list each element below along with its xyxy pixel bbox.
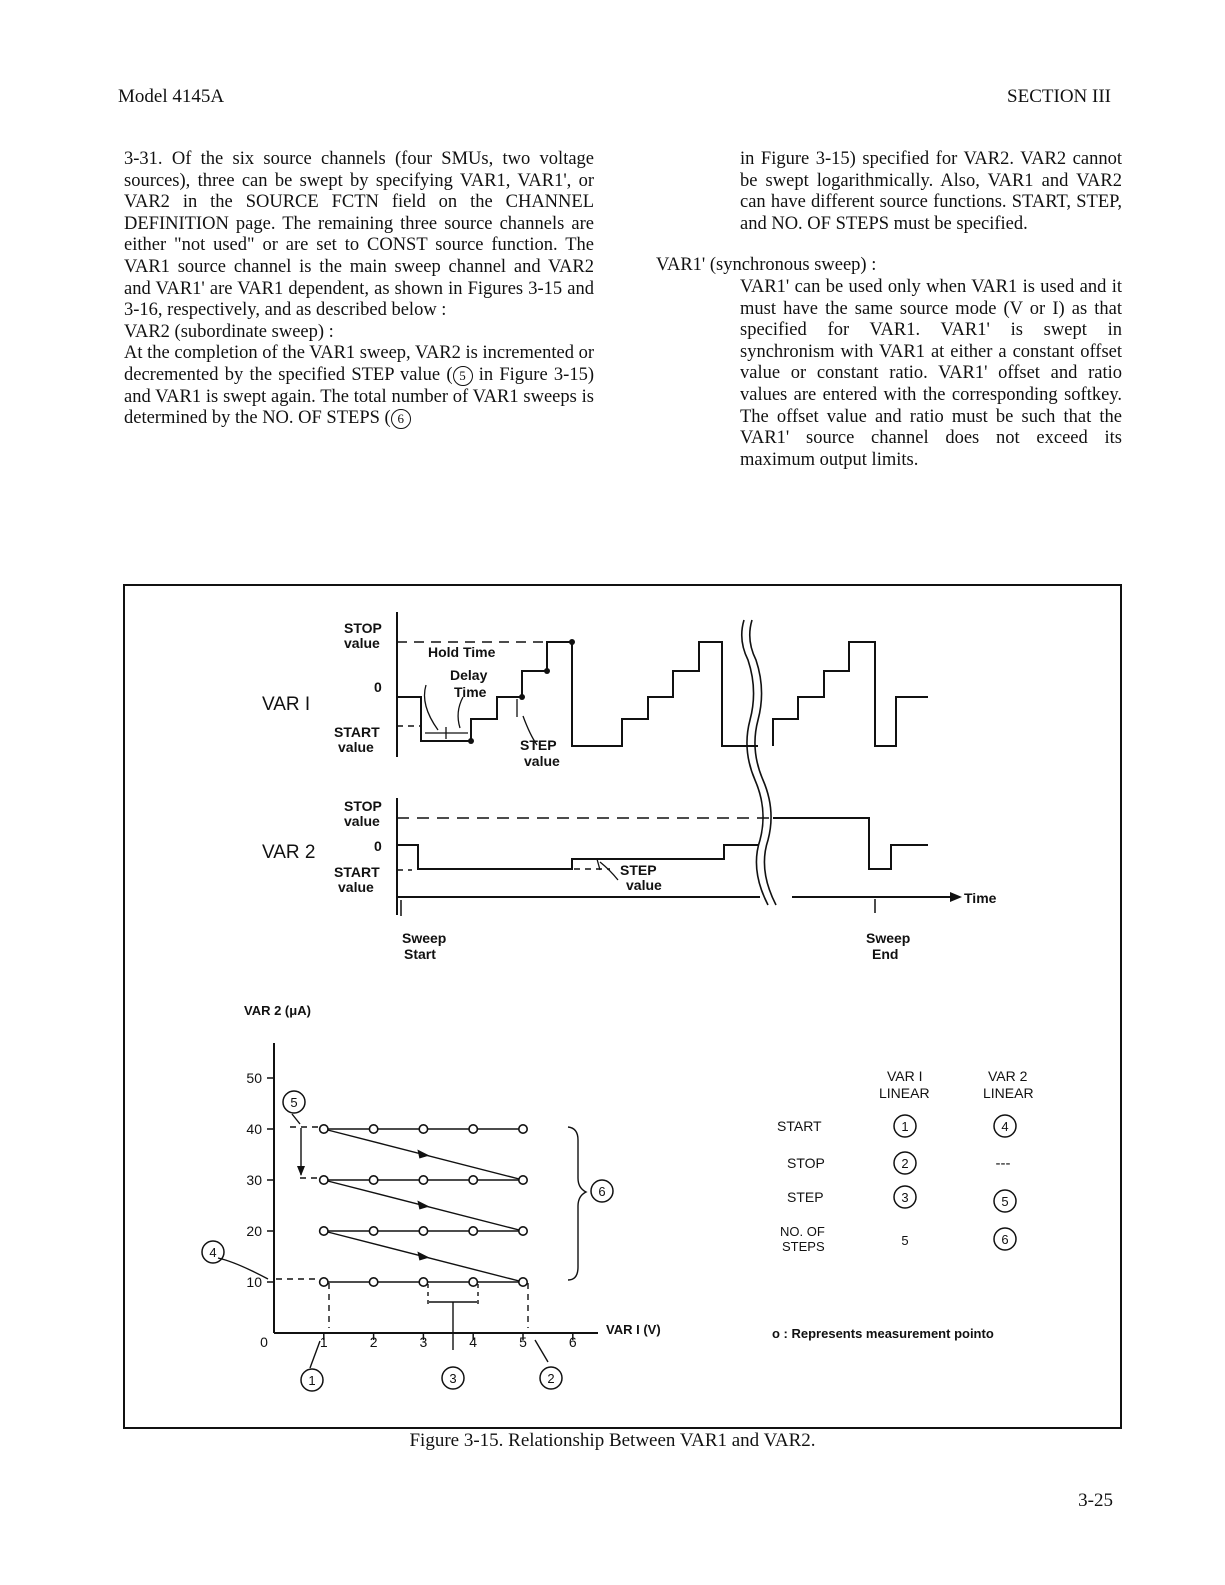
table-row-start-label: START [777,1118,822,1134]
table-v2-step: 5 [1001,1194,1009,1209]
measurement-point [469,1125,477,1133]
measurement-point [519,1125,527,1133]
var2-body-a: At the completion of the VAR1 sweep, VAR2 is incremented or decremented by the specified STEP value ( [124,343,594,385]
var2-stop-line1: STOP [344,798,382,814]
header-model: Model 4145A [118,86,225,107]
var2-step-leader [600,862,618,880]
measurement-point [419,1227,427,1235]
sweep-end-line2: End [872,946,899,962]
x-tick-label: 0 [260,1334,268,1350]
measurement-point [419,1125,427,1133]
step-dot [544,668,550,674]
step-dot [569,639,575,645]
measurement-point [519,1176,527,1184]
plot-num-5: 5 [290,1095,298,1110]
table-legend: o : Represents measurement pointo [772,1326,994,1341]
var1-start-line1: START [334,724,380,740]
measurement-point [469,1278,477,1286]
y-tick-label: 20 [246,1223,262,1239]
var1-waveform-cont [773,642,928,746]
table-row-steps-line2: STEPS [782,1239,825,1254]
var2-waveform-cont [773,818,928,869]
var1p-description: VAR1' can be used only when VAR1 is used and it must have the same source mode (V or I) as that specified for VAR1. VAR1' is swept in synchronism with VAR1 at either a constant offset value or constant ratio. VAR1' offset and ratio values are entered with the corresponding softkey. The offset value and ratio must be such that the VAR1' source channel does not exceed its maximum output limits. [740,276,1122,470]
measurement-point [320,1125,328,1133]
sweep-end-line1: Sweep [866,930,911,946]
x-tick-label: 5 [519,1334,527,1350]
step2-line1: STEP [620,862,657,878]
var2-stop-line2: value [344,813,380,829]
table-row-steps-line1: NO. OF [780,1224,825,1239]
plot-circled-numbers [209,1095,605,1388]
var1-label: VAR I [262,694,311,715]
plot-xlabel: VAR I (V) [606,1322,661,1337]
step1-line1: STEP [520,737,557,753]
measurement-point [419,1278,427,1286]
measurement-point [369,1176,377,1184]
table-values [901,1119,1010,1248]
table-col2-line2: LINEAR [983,1085,1034,1101]
var2-waveform [397,845,758,869]
var1-start-line2: value [338,739,374,755]
x-tick-label: 4 [469,1334,478,1350]
var-plot [202,1003,661,1391]
plot-num-4: 4 [209,1245,217,1260]
plot-num-6: 6 [598,1184,606,1199]
table-v1-step: 3 [901,1190,909,1205]
table-row-stop-label: STOP [787,1155,825,1171]
delay-line1: Delay [450,667,488,683]
var2-step-arrowhead [297,1166,305,1176]
var2-start-line2: value [338,879,374,895]
measurement-point [320,1278,328,1286]
plot-num-3: 3 [449,1371,457,1386]
y-tick-label: 40 [246,1121,262,1137]
table-v2-steps: 6 [1001,1232,1009,1247]
table-v2-stop: --- [995,1155,1011,1172]
step-dot [468,738,474,744]
x-tick-label: 3 [419,1334,428,1350]
time-arrow [950,892,962,902]
retrace-arrow [417,1201,429,1210]
x-tick-label: 6 [568,1334,577,1350]
header-section: SECTION III [1007,86,1111,107]
y-tick-label: 10 [246,1274,262,1290]
x-tick-label: 1 [319,1334,328,1350]
break-line-2 [750,620,776,905]
table-col1-line2: LINEAR [879,1085,930,1101]
page-number: 3-25 [1078,1490,1113,1511]
sweep-start-line2: Start [404,946,436,962]
timing-labels [262,620,997,962]
measurement-point [320,1176,328,1184]
var1-zero: 0 [374,679,382,695]
plot-num-1: 1 [308,1373,316,1388]
var1-stop-line1: STOP [344,620,382,636]
table-row-step-label: STEP [787,1189,824,1205]
measurement-point [469,1227,477,1235]
delay-line2: Time [454,684,487,700]
table-col2-line1: VAR 2 [988,1068,1028,1084]
table-v2-start: 4 [1001,1119,1009,1134]
plot-ylabel: VAR 2 (μA) [244,1003,311,1018]
y-tick-label: 50 [246,1070,262,1086]
table-circles [894,1115,1016,1250]
measurement-point [519,1227,527,1235]
measurement-point [320,1227,328,1235]
measurement-point [369,1278,377,1286]
var2-body-b: in Figure 3-15) and VAR1 is swept again. The total number of VAR1 sweeps is determined by the NO. OF STEPS ( [124,364,594,429]
var2-label: VAR 2 [262,842,316,863]
label1-leader [310,1341,320,1368]
table-col1-line1: VAR I [887,1068,923,1084]
var2-term: VAR2 (subordinate sweep) : [124,321,334,342]
step1-line2: value [524,753,560,769]
var1p-term: VAR1' (synchronous sweep) : [656,255,877,276]
y-tick-label: 30 [246,1172,262,1188]
delay-time-leader [458,697,463,728]
circled-5: 5 [453,366,473,386]
measurement-point [469,1176,477,1184]
figure-caption: Figure 3-15. Relationship Between VAR1 and VAR2. [409,1430,816,1451]
var2-continued: in Figure 3-15) specified for VAR2. VAR2 cannot be swept logarithmically. Also, VAR1 and VAR2 can have different source functions. START, STEP, and NO. OF STEPS must be specified. [740,149,1122,234]
time-label: Time [964,890,997,906]
step-dot [519,694,525,700]
hold-time-label: Hold Time [428,644,496,660]
steps-brace [568,1127,586,1280]
step2-line2: value [626,877,662,893]
circled-6: 6 [391,409,411,429]
table-v1-stop: 2 [901,1156,909,1171]
plot-lines [324,1129,523,1282]
var2-zero: 0 [374,838,382,854]
hold-time-leader [425,685,439,730]
sweep-start-line1: Sweep [402,930,447,946]
label5-leader [292,1114,300,1124]
measurement-point [519,1278,527,1286]
x-tick-label: 2 [369,1334,378,1350]
intro-paragraph: 3-31. Of the six source channels (four SMUs, two voltage sources), three can be swept by specifying VAR1, VAR1', or VAR2 in the SOURCE FCTN field on the CHANNEL DEFINITION page. The remaining three source channels are either "not used" or are set to CONST source function. The VAR1 source channel is the main sweep channel and VAR2 and VAR1' are VAR1 dependent, as shown in Figures 3-15 and 3-16, respectively, and as described below : [124,149,594,321]
label2-leader [535,1340,548,1362]
var1-stop-line2: value [344,635,380,651]
table-v1-start: 1 [901,1119,909,1134]
retrace-arrow [417,1150,429,1159]
plot-num-2: 2 [547,1371,555,1386]
var2-start-line1: START [334,864,380,880]
measurement-point [419,1176,427,1184]
measurement-point [369,1227,377,1235]
measurement-point [369,1125,377,1133]
label4-leader [218,1258,268,1279]
table-v1-steps: 5 [901,1233,909,1248]
sweep-table [772,1068,1034,1341]
retrace-arrow [417,1252,429,1261]
